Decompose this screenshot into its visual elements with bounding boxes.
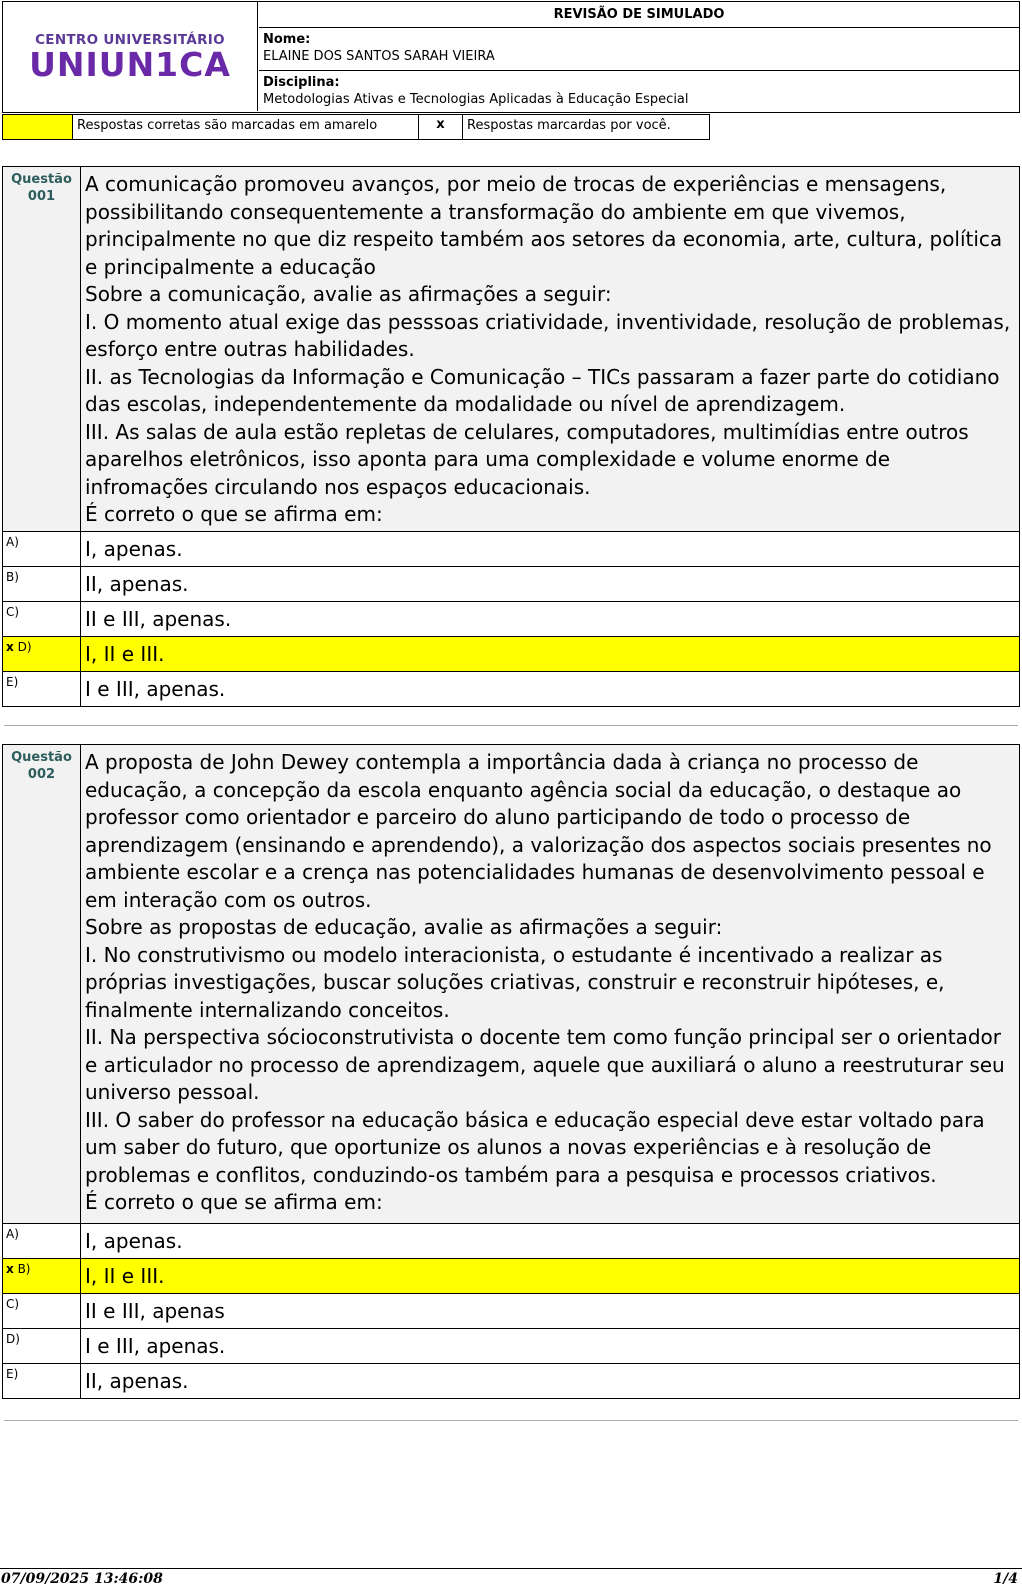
option-letter: B) [6,570,19,584]
question-label: Questão [11,750,72,765]
page-number: 1/4 [993,1571,1018,1587]
question-number [3,167,81,531]
option-a [3,1224,1019,1259]
option-text: II e III, apenas. [85,607,232,631]
name-label: Nome: [263,32,311,47]
question-text [81,167,1019,531]
option-text: I e III, apenas. [85,1334,226,1358]
question-paragraph: A proposta de John Dewey contempla a importância dada à criança no processo de educação, a concepção da escola enquanto agência social da educação, o destaque ao professor como orientador e parceiro do aluno participando de todo o processo de aprendizagem (ensinando e aprendendo), a valorização dos aspectos sociais presentes no ambiente escolar e a crença nas potencialidades humanas de desenvolvimento pessoal e em interação com os outros. [85,750,992,912]
option-letter: D) [17,640,32,654]
question-block-002 [2,744,1020,1399]
option-text: II e III, apenas [85,1299,225,1323]
question-paragraph: Sobre a comunicação, avalie as afirmações a seguir: [85,282,612,306]
option-a [3,532,1019,567]
question-statement-row [3,745,1019,1224]
question-paragraph: I. No construtivismo ou modelo interacionista, o estudante é incentivado a realizar as próprias investigações, buscar soluções criativas, construir e reconstruir hipóteses, e, finalmente internalizando conceitos. [85,942,945,1022]
logo-subtitle: CENTRO UNIVERSITÁRIO [35,31,225,48]
option-letter: B) [17,1262,31,1276]
question-separator [4,1420,1018,1421]
print-timestamp: 07/09/2025 13:46:08 [1,1571,163,1587]
option-c [3,602,1019,637]
question-number [3,745,81,1223]
option-letter: A) [6,1227,19,1241]
option-e [3,672,1019,707]
option-letter: E) [6,675,19,689]
option-e [3,1364,1019,1399]
question-paragraph: É correto o que se afirma em: [85,1190,383,1214]
question-label: Questão [11,172,72,187]
option-letter: A) [6,535,19,549]
option-letter: D) [6,1332,20,1346]
university-logo [3,2,258,111]
option-text: I, II e III. [85,642,165,666]
option-b [3,567,1019,602]
logo-wordmark: UNIUN1CA [29,44,231,84]
question-statement-row [3,167,1019,532]
footer-divider [0,1568,1022,1569]
option-c [3,1294,1019,1329]
option-text: I e III, apenas. [85,677,226,701]
student-name-field [259,28,1019,71]
question-paragraph: II. as Tecnologias da Informação e Comunicação – TICs passaram a fazer parte do cotidiano das escolas, independentemente da modalidade ou nível de aprendizagem. [85,364,1000,416]
question-separator [4,725,1018,726]
document-header [2,1,1020,113]
question-paragraph: I. O momento atual exige das pesssoas criatividade, inventividade, resolução de problemas, esforço entre outras habilidades. [85,309,1011,361]
option-mark: x [6,1262,14,1276]
marked-symbol: x [419,115,463,139]
question-block-001 [2,166,1020,707]
question-number-value: 002 [27,767,56,782]
option-letter: C) [6,605,20,619]
option-b-correct [3,1259,1019,1294]
page-title: REVISÃO DE SIMULADO [259,2,1019,28]
option-d-correct [3,637,1019,672]
question-text [81,745,1019,1223]
question-paragraph: É correto o que se afirma em: [85,502,383,526]
option-text: I, apenas. [85,1229,183,1253]
question-number-value: 001 [27,189,56,204]
name-value: ELAINE DOS SANTOS SARAH VIEIRA [263,49,495,64]
discipline-value: Metodologias Ativas e Tecnologias Aplicadas à Educação Especial [263,92,689,107]
discipline-label: Disciplina: [263,75,340,90]
option-text: I, apenas. [85,537,183,561]
option-d [3,1329,1019,1364]
question-paragraph: II. Na perspectiva sócioconstrutivista o docente tem como função principal ser o orientador e articulador no processo de aprendizagem, aquele que auxiliará o aluno a reestruturar seu universo pessoal. [85,1025,1005,1104]
answer-legend [2,114,710,140]
question-paragraph: A comunicação promoveu avanços, por meio de trocas de experiências e mensagens, possibilitando consequentemente a transformação do ambiente em que vivemos, principalmente no que diz respeito também aos setores da economia, arte, cultura, política e principalmente a educação [85,172,1003,279]
question-paragraph: Sobre as propostas de educação, avalie as afirmações a seguir: [85,915,723,939]
option-text: I, II e III. [85,1264,165,1288]
option-letter: E) [6,1367,19,1381]
option-letter: C) [6,1297,20,1311]
question-paragraph: III. O saber do professor na educação básica e educação especial deve estar voltado para um saber do futuro, que oportunize os alunos a novas experiências e à resolução de problemas e conflitos, conduzindo-os também para a pesquisa e processos criativos. [85,1107,985,1187]
question-paragraph: III. As salas de aula estão repletas de celulares, computadores, multimídias entre outros aparelhos eletrônicos, isso aponta para uma complexidade e volume enorme de infromações circulando nos espaços educacionais. [85,419,969,499]
option-text: II, apenas. [85,572,189,596]
option-mark: x [6,640,14,654]
correct-legend-text: Respostas corretas são marcadas em amarelo [73,115,419,139]
discipline-field [259,71,1019,111]
marked-legend-text: Respostas marcardas por você. [467,118,671,133]
option-text: II, apenas. [85,1369,189,1393]
correct-color-swatch [3,115,73,139]
